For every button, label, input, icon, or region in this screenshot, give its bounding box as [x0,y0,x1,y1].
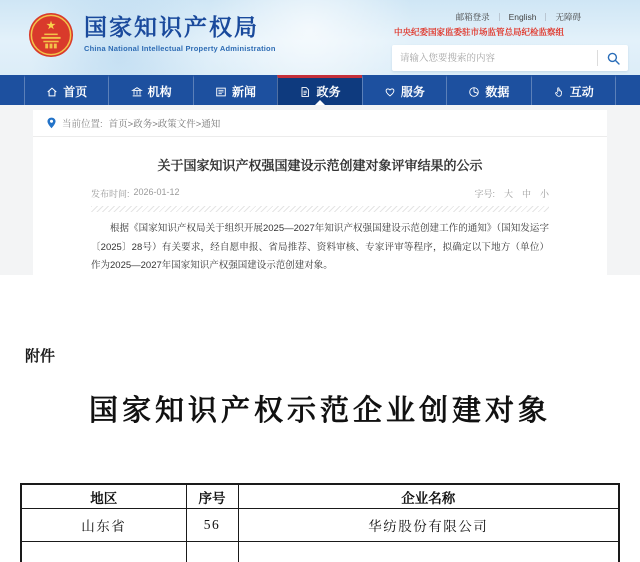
nav-label: 首页 [63,85,88,99]
search-box [392,45,628,71]
cell-enterprise-name [238,542,619,562]
document-icon [299,86,311,98]
attachment-section [0,275,640,562]
active-tab-caret [315,100,325,105]
breadcrumb [33,110,607,137]
search-input[interactable] [392,45,597,71]
breadcrumb-label: 当前位置: [62,119,103,130]
font-size-large-button[interactable]: 大 [503,189,513,199]
top-links [447,11,590,23]
location-pin-icon [47,117,56,129]
nav-item-government-affairs[interactable] [277,75,361,105]
bank-icon [131,86,143,98]
nav-inner [24,75,616,105]
article-paragraph: 根据《国家知识产权局关于组织开展2025—2027年知识产权强国建设示范创建工作的通知》（国知发运字〔2025〕28号）有关要求，经自愿申报、省局推荐、资料审核、专家评审等程序，拟确定以下地方（单位）作为2025—2027年国家知识产权强国建设示范创建对象。 [91,223,549,271]
accessibility-link[interactable]: 无障碍 [555,12,581,22]
nav-label: 数据 [485,85,510,99]
header-enterprise-name: 企业名称 [238,484,619,509]
site-logo[interactable] [28,12,276,58]
national-emblem-icon [28,12,74,58]
cell-serial [186,542,238,562]
newspaper-icon [215,86,227,98]
nav-item-services[interactable] [362,75,446,105]
article-title: 关于国家知识产权强国建设示范创建对象评审结果的公示 [157,158,483,173]
content-card [33,110,607,276]
mail-login-link[interactable]: 邮箱登录 [455,12,490,22]
home-icon [46,86,58,98]
nav-label: 政务 [316,85,341,99]
header-region: 地区 [21,484,186,509]
article [33,137,607,276]
attachment-label: 附件 [25,349,56,365]
font-size-medium-button[interactable]: 中 [521,189,531,199]
publish-time [91,187,180,200]
nav-item-news[interactable] [193,75,277,105]
attachment-heading: 国家知识产权示范企业创建对象 [88,395,551,427]
hatched-divider [91,206,549,212]
nav-label: 互动 [569,85,594,99]
search-button[interactable] [597,50,628,66]
publish-date: 2026-01-12 [133,187,180,197]
nav-item-interaction[interactable] [531,75,616,105]
enterprise-table [20,483,620,562]
article-meta [91,187,549,200]
discipline-inspection-link[interactable]: 中央纪委国家监委驻市场监管总局纪检监察组 [394,27,565,37]
site-header [0,0,640,75]
logo-title: 国家知识产权局 [84,14,259,40]
table-header-row [21,484,619,509]
nav-item-home[interactable] [24,75,108,105]
breadcrumb-path[interactable]: 首页>政务>政策文件>通知 [108,119,221,130]
cell-enterprise-name: 华纺股份有限公司 [238,509,619,542]
nav-item-data[interactable] [446,75,530,105]
logo-subtitle: China National Intellectual Property Administration [84,44,276,53]
header-serial: 序号 [186,484,238,509]
search-icon [607,52,620,65]
nav-label: 新闻 [232,85,257,99]
nav-item-orgs[interactable] [108,75,192,105]
font-size-control [474,187,549,200]
pie-chart-icon [468,86,480,98]
publish-time-label: 发布时间: [91,189,130,199]
hand-pointer-icon [553,86,565,98]
logo-text [84,12,276,53]
cell-serial: 56 [186,509,238,542]
english-link[interactable]: English [508,12,537,22]
font-size-label: 字号: [474,189,495,199]
table-row [21,509,619,542]
service-heart-icon [384,86,396,98]
nav-label: 服务 [400,85,425,99]
table-row-partial [21,542,619,562]
main-nav [0,75,640,105]
cell-region: 山东省 [21,509,186,542]
font-size-small-button[interactable]: 小 [539,189,549,199]
nav-label: 机构 [147,85,172,99]
cell-region [21,542,186,562]
content-band [0,105,640,275]
